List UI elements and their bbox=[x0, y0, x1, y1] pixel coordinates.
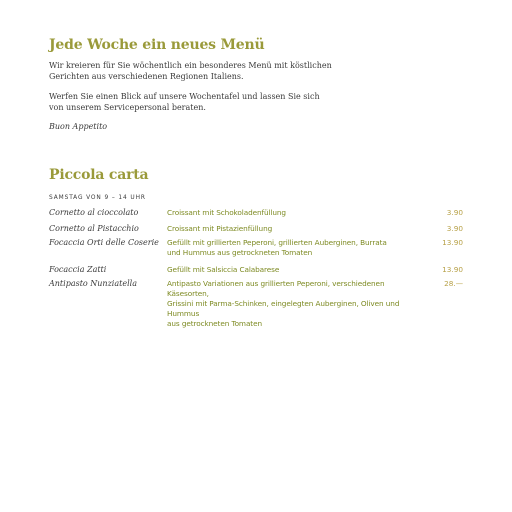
menu-item bbox=[49, 238, 469, 258]
menu-item-description-line: Gefüllt mit Salsiccia Calabarese bbox=[167, 265, 280, 274]
menu-item-price: 28.— bbox=[444, 279, 463, 288]
weekly-menu-heading: Jede Woche ein neues Menü bbox=[49, 37, 265, 53]
menu-item-price: 3.90 bbox=[446, 224, 463, 233]
menu-page bbox=[49, 36, 469, 329]
menu-item-name: Antipasto Nunziatella bbox=[49, 279, 137, 288]
menu-item-price: 3.90 bbox=[446, 208, 463, 217]
menu-item-name: Cornetto al cioccolato bbox=[49, 208, 139, 217]
piccola-carta-heading: Piccola carta bbox=[49, 167, 149, 183]
intro-paragraph-2-line-1: Werfen Sie einen Blick auf unsere Wochentafel und lassen Sie sich bbox=[49, 92, 320, 101]
menu-item-description bbox=[167, 208, 422, 218]
menu-item-description bbox=[167, 279, 422, 329]
intro-paragraph-1 bbox=[49, 60, 469, 82]
sign-off: Buon Appetito bbox=[49, 122, 108, 131]
menu-item-name: Focaccia Orti delle Coserie bbox=[49, 238, 159, 247]
intro-paragraph-2 bbox=[49, 91, 469, 113]
intro-text bbox=[49, 60, 469, 132]
menu-item-description-line: Croissant mit Pistazienfüllung bbox=[167, 224, 273, 233]
menu-item-description-line: und Hummus aus getrockneten Tomaten bbox=[167, 248, 313, 257]
menu-item-description-line: Antipasto Variationen aus grillierten Peperoni, verschiedenen Käsesorten, bbox=[167, 279, 385, 298]
menu-item-name: Cornetto al Pistacchio bbox=[49, 224, 139, 233]
menu-item-price: 13.90 bbox=[442, 265, 463, 274]
intro-paragraph-1-line-1: Wir kreieren für Sie wöchentlich ein besonderes Menü mit köstlichen bbox=[49, 61, 332, 70]
menu-list bbox=[49, 208, 469, 329]
menu-item-description-line: aus getrockneten Tomaten bbox=[167, 319, 262, 328]
menu-item-description-line: Gefüllt mit grillierten Peperoni, grillierten Auberginen, Burrata bbox=[167, 238, 387, 247]
menu-item bbox=[49, 279, 469, 329]
menu-item-price: 13.90 bbox=[442, 238, 463, 247]
intro-paragraph-1-line-2: Gerichten aus verschiedenen Regionen Italiens. bbox=[49, 72, 244, 81]
menu-item bbox=[49, 208, 469, 218]
menu-item-description bbox=[167, 265, 422, 275]
menu-item-description-line: Grissini mit Parma-Schinken, eingelegten Auberginen, Oliven und Hummus bbox=[167, 299, 400, 318]
menu-item bbox=[49, 265, 469, 275]
menu-item-description bbox=[167, 224, 422, 234]
menu-item-name: Focaccia Zatti bbox=[49, 265, 107, 274]
menu-item bbox=[49, 224, 469, 234]
intro-paragraph-2-line-2: von unserem Servicepersonal beraten. bbox=[49, 103, 206, 112]
menu-item-description-line: Croissant mit Schokoladenfüllung bbox=[167, 208, 286, 217]
menu-item-description bbox=[167, 238, 422, 258]
section-label-hours: SAMSTAG VON 9 – 14 UHR bbox=[49, 193, 146, 201]
